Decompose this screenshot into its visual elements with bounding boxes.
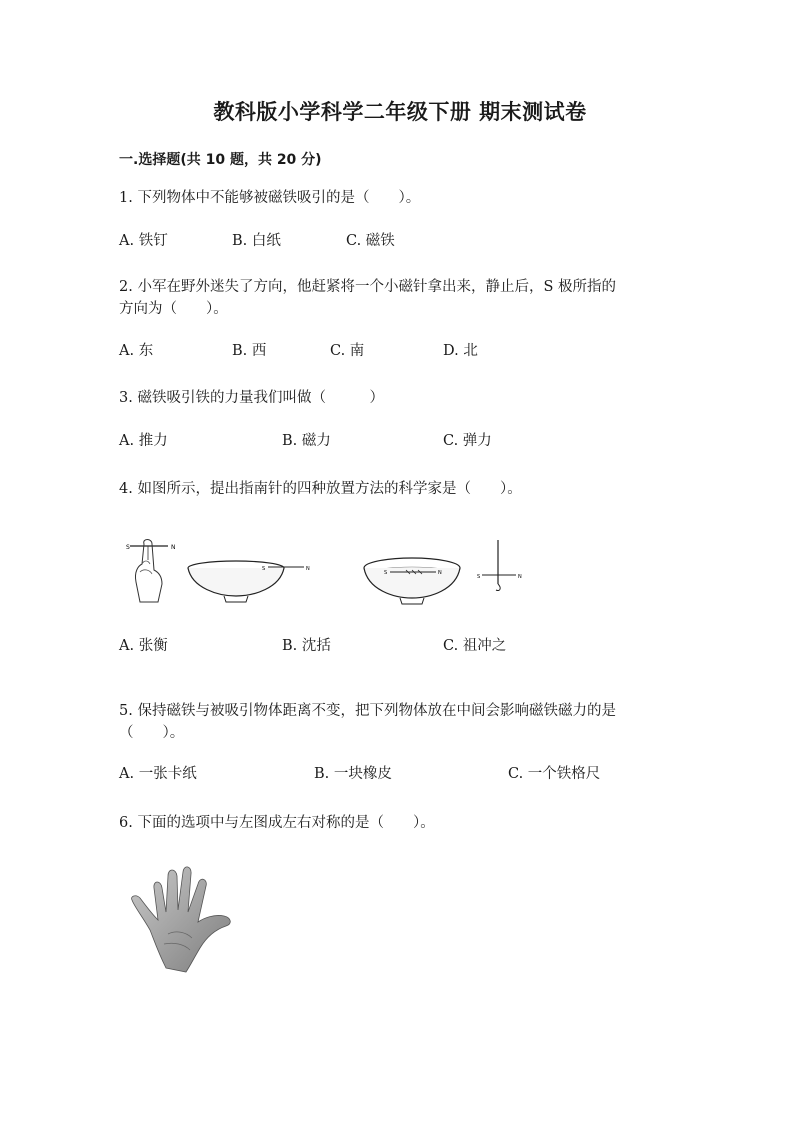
question-1: 1. 下列物体中不能够被磁铁吸引的是（ ）。 bbox=[119, 190, 421, 206]
left-hand-photo bbox=[128, 864, 238, 976]
question-2-line-2: 方向为（ ）。 bbox=[119, 301, 228, 317]
page-title: 教科版小学科学二年级下册 期末测试卷 bbox=[213, 100, 587, 124]
question-4: 4. 如图所示，提出指南针的四种放置方法的科学家是（ ）。 bbox=[119, 481, 522, 497]
q4-option-b[interactable]: B. 沈括 bbox=[282, 638, 331, 654]
q5-option-b[interactable]: B. 一块橡皮 bbox=[314, 766, 392, 782]
compass-placement-figure bbox=[118, 530, 538, 616]
q3-option-b[interactable]: B. 磁力 bbox=[282, 433, 331, 449]
q2-option-c[interactable]: C. 南 bbox=[330, 343, 365, 359]
figure-label-n-1: N bbox=[171, 544, 176, 551]
q4-option-a[interactable]: A. 张衡 bbox=[119, 638, 168, 654]
section-heading: 一.选择题(共 10 题，共 20 分) bbox=[119, 152, 322, 168]
q4-option-c[interactable]: C. 祖冲之 bbox=[443, 638, 507, 654]
q3-option-a[interactable]: A. 推力 bbox=[119, 433, 168, 449]
q1-option-b[interactable]: B. 白纸 bbox=[232, 233, 281, 249]
q2-option-a[interactable]: A. 东 bbox=[119, 343, 154, 359]
figure-label-s-1: S bbox=[126, 544, 130, 551]
q2-option-d[interactable]: D. 北 bbox=[443, 343, 478, 359]
question-6: 6. 下面的选项中与左图成左右对称的是（ ）。 bbox=[119, 815, 435, 831]
q1-option-a[interactable]: A. 铁钉 bbox=[119, 233, 168, 249]
figure-label-n-4: N bbox=[518, 574, 522, 580]
finger-hanging-method-illustration bbox=[126, 540, 176, 603]
bowl-rim-method-illustration bbox=[188, 561, 310, 602]
figure-label-s-2: S bbox=[262, 566, 266, 572]
question-5-line-1: 5. 保持磁铁与被吸引物体距离不变，把下列物体放在中间会影响磁铁磁力的是 bbox=[119, 703, 616, 719]
figure-label-n-2: N bbox=[306, 566, 310, 572]
figure-label-n-3: N bbox=[438, 570, 442, 576]
question-2-line-1: 2. 小军在野外迷失了方向，他赶紧将一个小磁针拿出来，静止后，S 极所指的 bbox=[119, 279, 616, 295]
question-5-line-2: （ ）。 bbox=[119, 725, 185, 741]
figure-label-s-4: S bbox=[477, 574, 481, 580]
question-3: 3. 磁铁吸引铁的力量我们叫做（ ） bbox=[119, 390, 384, 406]
q3-option-c[interactable]: C. 弹力 bbox=[443, 433, 492, 449]
q5-option-c[interactable]: C. 一个铁格尺 bbox=[508, 766, 601, 782]
q5-option-a[interactable]: A. 一张卡纸 bbox=[119, 766, 197, 782]
water-floating-method-illustration bbox=[364, 558, 460, 604]
thread-suspended-method-illustration bbox=[477, 540, 522, 591]
q1-option-c[interactable]: C. 磁铁 bbox=[346, 233, 395, 249]
figure-label-s-3: S bbox=[384, 570, 388, 576]
q2-option-b[interactable]: B. 西 bbox=[232, 343, 267, 359]
